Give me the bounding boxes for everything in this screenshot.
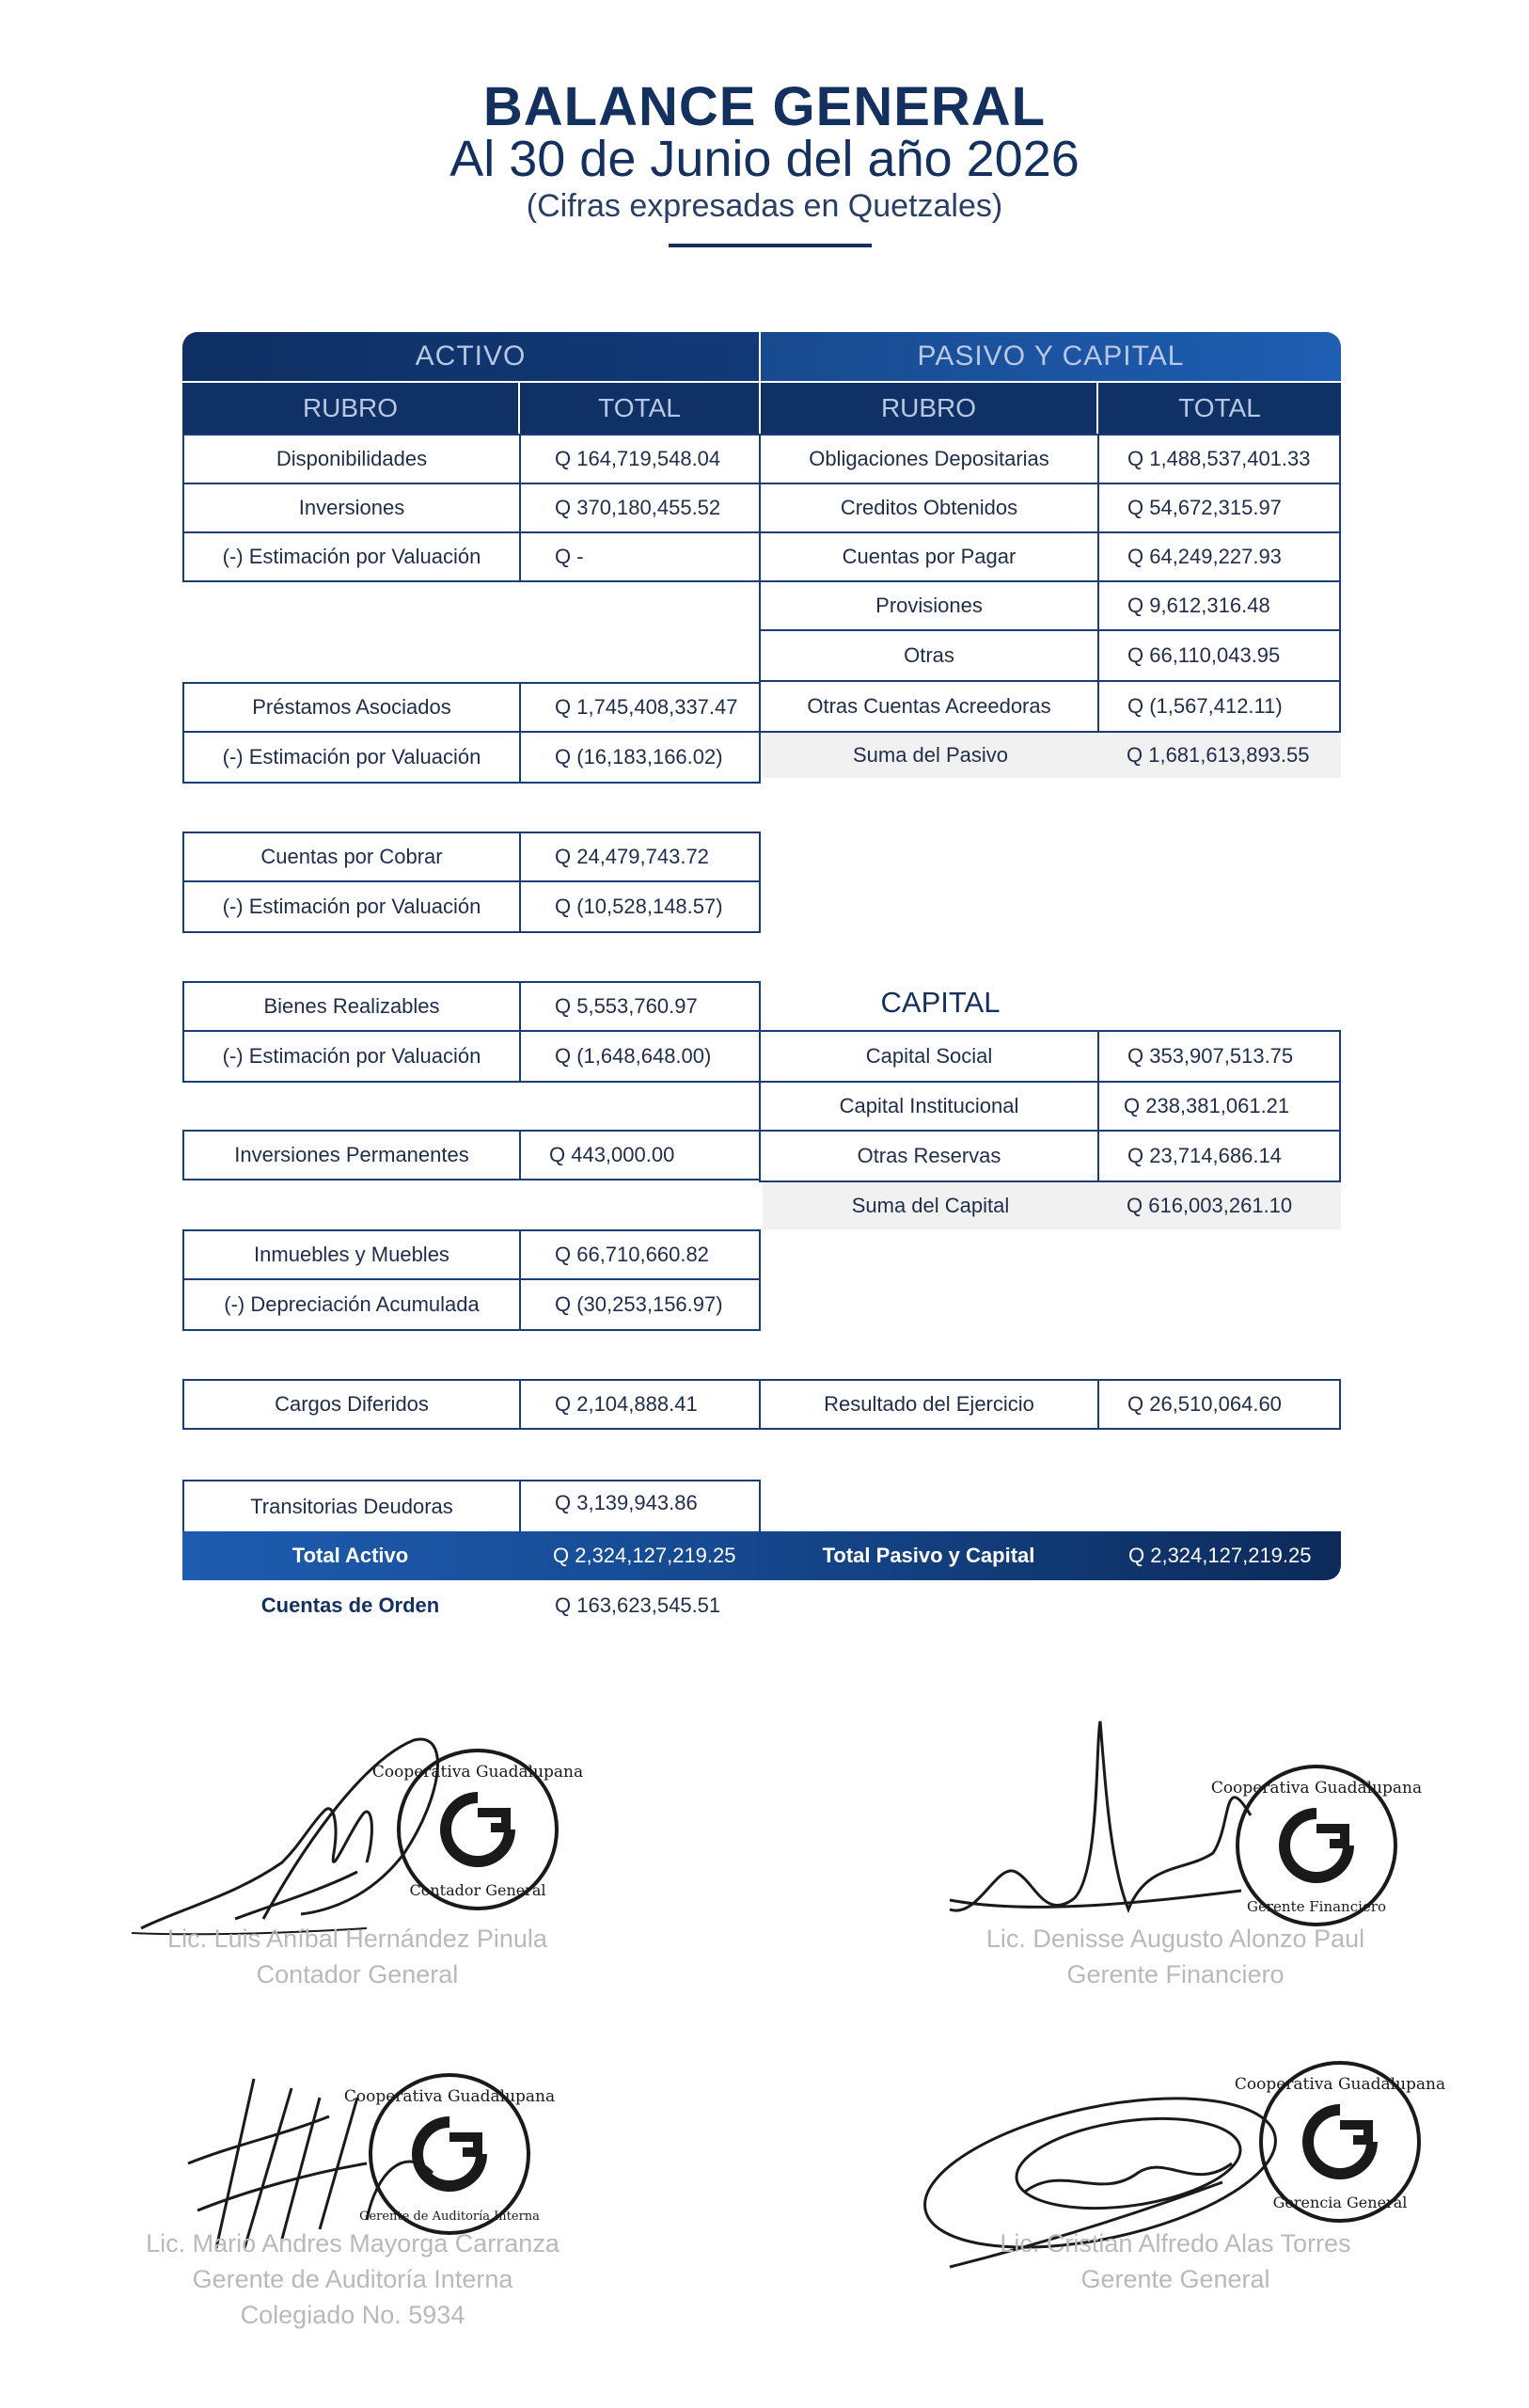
activo-total-header: TOTAL: [520, 383, 759, 434]
capital-value-reservas: Q 23,714,686.14: [1097, 1130, 1341, 1182]
pasivo-value-otras: Q 66,110,043.95: [1097, 629, 1341, 682]
activo-label-estimacion-1: (-) Estimación por Valuación: [182, 531, 521, 582]
signatory-1: [122, 1921, 592, 1992]
activo-label-cargos-diferidos: Cargos Diferidos: [182, 1379, 521, 1430]
signatory-3: [103, 2226, 602, 2333]
pasivo-value-cuentas-pagar: Q 64,249,227.93: [1097, 531, 1341, 582]
pasivo-value-otras-acreedoras: Q (1,567,412.11): [1097, 680, 1341, 733]
activo-value-inmuebles: Q 66,710,660.82: [519, 1229, 761, 1280]
activo-label-estimacion-2: (-) Estimación por Valuación: [182, 731, 521, 784]
signatory-role: Gerente General: [1080, 2265, 1270, 2293]
activo-label-inmuebles: Inmuebles y Muebles: [182, 1229, 521, 1280]
document-note: (Cifras expresadas en Quetzales): [526, 188, 1003, 224]
pasivo-label-otras-acreedoras: Otras Cuentas Acreedoras: [759, 680, 1099, 733]
seal-general: [1234, 2057, 1446, 2226]
pasivo-value-creditos: Q 54,672,315.97: [1097, 483, 1341, 533]
capital-heading: CAPITAL: [880, 986, 1001, 1019]
pasivo-label-otras: Otras: [759, 629, 1099, 682]
activo-value-estimacion-1: Q -: [519, 531, 761, 582]
seal-auditoria: [343, 2069, 556, 2239]
suma-pasivo-label: Suma del Pasivo: [763, 733, 1098, 778]
resultado-value: Q 26,510,064.60: [1097, 1379, 1341, 1430]
activo-label-depreciacion: (-) Depreciación Acumulada: [182, 1278, 521, 1331]
document-title: BALANCE GENERAL: [482, 76, 1047, 137]
activo-value-disponibilidades: Q 164,719,548.04: [519, 434, 761, 484]
svg-text:Gerente de Auditoría Interna: Gerente de Auditoría Interna: [359, 2210, 540, 2224]
svg-text:Gerencia General: Gerencia General: [1272, 2194, 1408, 2211]
document-date: Al 30 de Junio del año 2026: [449, 131, 1080, 187]
svg-text:Cooperativa Guadalupana: Cooperativa Guadalupana: [343, 2087, 556, 2106]
signatory-2: [931, 1921, 1420, 1992]
total-pasivo-label: Total Pasivo y Capital: [822, 1544, 1035, 1567]
cuentas-orden-label: Cuentas de Orden: [260, 1593, 440, 1617]
signatory-name: Lic. Cristian Alfredo Alas Torres: [1000, 2229, 1351, 2258]
activo-value-bienes: Q 5,553,760.97: [519, 981, 761, 1032]
signatory-4: [931, 2226, 1420, 2297]
activo-label-inversiones: Inversiones: [182, 483, 521, 533]
svg-text:Gerente Financiero: Gerente Financiero: [1247, 1898, 1386, 1915]
seal-financiero: [1210, 1761, 1423, 1930]
svg-text:Cooperativa Guadalupana: Cooperativa Guadalupana: [1210, 1779, 1423, 1798]
activo-label-inversiones-permanentes: Inversiones Permanentes: [182, 1130, 521, 1180]
activo-label-estimacion-4: (-) Estimación por Valuación: [182, 1030, 521, 1083]
signatory-name: Lic. Denisse Augusto Alonzo Paul: [985, 1925, 1365, 1953]
suma-capital-label: Suma del Capital: [763, 1182, 1098, 1229]
pasivo-label-cuentas-pagar: Cuentas por Pagar: [759, 531, 1099, 582]
svg-text:Contador General: Contador General: [409, 1881, 546, 1899]
cuentas-orden-value: Q 163,623,545.51: [555, 1593, 721, 1617]
activo-label-estimacion-3: (-) Estimación por Valuación: [182, 880, 521, 933]
activo-value-inversiones-permanentes: Q 443,000.00: [519, 1130, 761, 1180]
resultado-label: Resultado del Ejercicio: [759, 1379, 1099, 1430]
suma-capital-value: Q 616,003,261.10: [1098, 1182, 1341, 1229]
pasivo-label-creditos: Creditos Obtenidos: [759, 483, 1099, 533]
total-activo-label: Total Activo: [292, 1544, 409, 1567]
signatory-role: Gerente Financiero: [1066, 1960, 1285, 1988]
pasivo-total-header: TOTAL: [1098, 383, 1341, 434]
total-pasivo-value: Q 2,324,127,219.25: [1128, 1544, 1312, 1567]
activo-label-transitorias: Transitorias Deudoras: [182, 1480, 521, 1533]
seal-contador: [371, 1745, 584, 1914]
pasivo-capital-header: PASIVO Y CAPITAL: [761, 332, 1341, 381]
activo-value-transitorias: Q 3,139,943.86: [519, 1480, 761, 1533]
suma-pasivo-value: Q 1,681,613,893.55: [1098, 733, 1341, 778]
capital-label-institucional: Capital Institucional: [759, 1081, 1099, 1132]
activo-label-disponibilidades: Disponibilidades: [182, 434, 521, 484]
svg-text:Cooperativa Guadalupana: Cooperativa Guadalupana: [1234, 2075, 1446, 2094]
capital-value-institucional: Q 238,381,061.21: [1097, 1081, 1341, 1132]
signatory-role: Contador General: [256, 1960, 459, 1988]
pasivo-value-provisiones: Q 9,612,316.48: [1097, 580, 1341, 631]
header-divider: [669, 244, 872, 247]
activo-value-prestamos: Q 1,745,408,337.47: [519, 682, 761, 733]
pasivo-rubro-header: RUBRO: [761, 383, 1096, 434]
signatory-role: Gerente de Auditoría Interna: [192, 2265, 513, 2293]
activo-value-cuentas-cobrar: Q 24,479,743.72: [519, 832, 761, 882]
activo-header: ACTIVO: [182, 332, 759, 381]
pasivo-value-obligaciones: Q 1,488,537,401.33: [1097, 434, 1341, 484]
activo-value-estimacion-4: Q (1,648,648.00): [519, 1030, 761, 1083]
activo-value-depreciacion: Q (30,253,156.97): [519, 1278, 761, 1331]
activo-label-bienes: Bienes Realizables: [182, 981, 521, 1032]
capital-label-social: Capital Social: [759, 1030, 1099, 1083]
capital-value-social: Q 353,907,513.75: [1097, 1030, 1341, 1083]
activo-value-estimacion-2: Q (16,183,166.02): [519, 731, 761, 784]
activo-label-cuentas-cobrar: Cuentas por Cobrar: [182, 832, 521, 882]
activo-label-prestamos: Préstamos Asociados: [182, 682, 521, 733]
total-activo-value: Q 2,324,127,219.25: [553, 1544, 736, 1567]
svg-text:Cooperativa Guadalupana: Cooperativa Guadalupana: [371, 1763, 584, 1782]
activo-value-estimacion-3: Q (10,528,148.57): [519, 880, 761, 933]
pasivo-label-provisiones: Provisiones: [759, 580, 1099, 631]
signatory-name: Lic. Luis Aníbal Hernández Pinula: [167, 1925, 547, 1953]
signatory-name: Lic. Mario Andres Mayorga Carranza: [146, 2229, 560, 2258]
signatory-colegiado: Colegiado No. 5934: [240, 2301, 465, 2329]
activo-rubro-header: RUBRO: [182, 383, 518, 434]
pasivo-label-obligaciones: Obligaciones Depositarias: [759, 434, 1099, 484]
activo-value-inversiones: Q 370,180,455.52: [519, 483, 761, 533]
capital-label-reservas: Otras Reservas: [759, 1130, 1099, 1182]
activo-value-cargos-diferidos: Q 2,104,888.41: [519, 1379, 761, 1430]
